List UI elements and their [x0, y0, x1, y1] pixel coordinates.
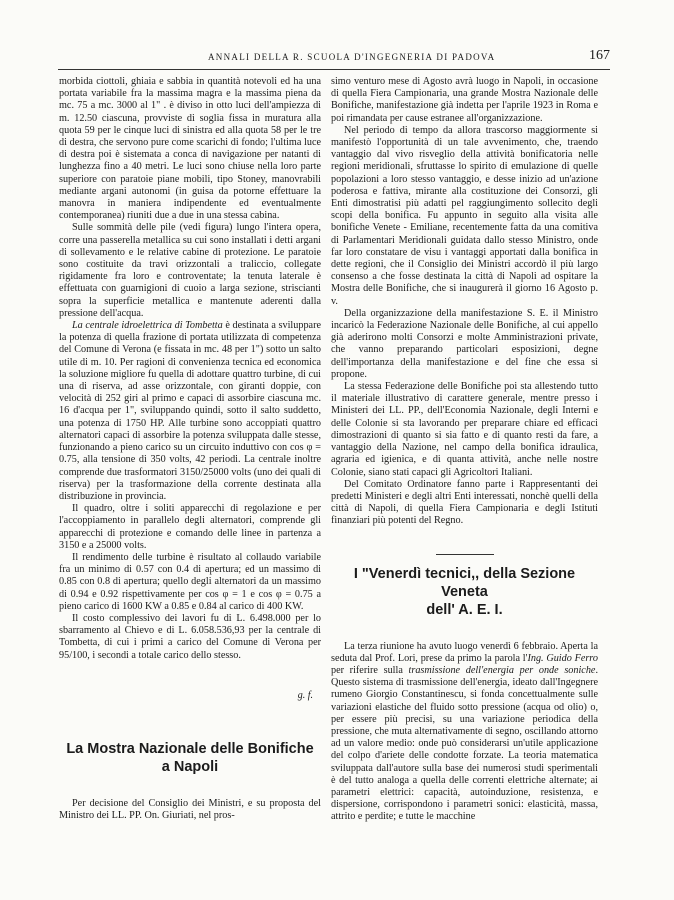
body-paragraph — [59, 320, 321, 503]
centrale-text: è destinata a sviluppare la potenza di quella frazione di portata utilizzata di competenza del Comune di Verona (e fissata in mc. 48 per 1") sotto un salto utile di m. 10. Per ragioni di convenienza tecnica ed economica la soluzione migliore fu quella di adottare quattro turbine, di cui una di riserva, ad asse orizzontale, con giranti doppie, con velocità di 252 giri al primo e capaci di assorbire ciascuna mc. 16 d'acqua per 1", sviluppando quindi, sotto il salto suddetto, una potenza di 1750 HP. Alle turbine sono accoppiati quattro alternatori capaci di assorbire la potenza sviluppata dalle stesse, funzionando a pieno carico su un circuito induttivo con cos φ = 0.75, alla tensione di 350 volts, 42 periodi. La centrale inoltre comprende due trasformatori 3150/25000 volts (uno dei quali di riserva) per la trasformazione della corrente destinata alla distribuzione in provincia. — [59, 320, 321, 502]
right-column — [331, 76, 598, 824]
text-run: La terza riunione ha avuto luogo venerdì 6 febbraio. Aperta la seduta dal Prof. Lori, prese da primo la parola l' — [331, 640, 598, 664]
author-signature: g. f. — [297, 689, 313, 701]
left-column — [59, 76, 321, 822]
running-header — [58, 48, 610, 68]
body-paragraph: morbida ciottoli, ghiaia e sabbia in quantità notevoli ed ha una portata variabile fra la massima magra e la massima piena da mc. 75 a mc. 3000 al 1" . è diviso in otto luci dell'ampiezza di m. 12.50 ciascuna, provviste di soglia fissa in muratura alla quota 59 per le cinque luci di sinistra ed alla quota 58 per le tre di destra, che servono pure come scarichi di fondo; l'ultima luce di destra poi è sistemata a conca di navigazione per natanti di lunghezza fino a 40 metri. Le luci sono chiuse nella loro parte superiore con paratoie piane mobili, tipo Stoney, manovrabili mediante argani autonomi (in guisa da potorne effettuare la manovra in maniera indipendente ed eventualmente contemporanea) riuniti due a due in una stessa cabina. — [59, 76, 321, 222]
body-paragraph: Per decisione del Consiglio dei Ministri, e su proposta del Ministro dei LL. PP. On. Giuriati, nel pros- — [59, 797, 321, 822]
section-title-line: La Mostra Nazionale delle Bonifiche — [66, 740, 314, 757]
section-divider — [436, 554, 494, 555]
page-number: 167 — [589, 48, 610, 63]
speaker-name: Ing. Guido Ferro — [527, 652, 598, 664]
section-title-line: I "Venerdì tecnici,, della Sezione Veneta — [353, 565, 576, 600]
body-paragraph: simo venturo mese di Agosto avrà luogo in Napoli, in occasione di quella Fiera Campionaria, una grande Mostra Nazionale delle Bonifiche, manifestazione già indetta per l'aprile 1923 in Roma e poi rimandata per cause estranee all'organizzazione. — [331, 76, 598, 124]
text-run: per riferire sulla — [331, 664, 409, 676]
body-paragraph: Il quadro, oltre i soliti apparecchi di regolazione e per l'accoppiamento in parallelo degli alternatori, comprende gli apparecchi di protezione e comando delle linee in partenza a 3150 e a 25000 volts. — [59, 503, 321, 551]
body-paragraph — [331, 641, 598, 824]
body-paragraph: Della organizzazione della manifestazione S. E. il Ministro incaricò la Federazione Nazionale delle Bonifiche, al cui appello già aderirono molti Consorzi e molte Amministrazioni private, che vanno preparando particolari esposizioni, degne dell'importanza della manifestazione e del fine che essa si propone. — [331, 307, 598, 380]
body-paragraph: Il rendimento delle turbine è risultato al collaudo variabile fra un minimo di 0.57 con 0.4 di apertura; ed un massimo di 0.85 con 0.8 di apertura; quello degli alternatori da un massimo di 0.94 e 0.92 rispettivamente per cos φ = 1 e cos φ = 0.75 a pieno carico di 1600 KW a 0.85 e 0.84 al carico di 400 KW. — [59, 551, 321, 612]
journal-title: ANNALI DELLA R. SCUOLA D'INGEGNERIA DI PADOVA — [208, 52, 496, 62]
body-paragraph: Il costo complessivo dei lavori fu di L. 6.498.000 per lo sbarramento al Chievo e di L. 6.058.536,93 per la centrale di Tombetta, di cui i primi a carico del Comune di Verona per 95/100, i secondi a totale carico dello stesso. — [59, 612, 321, 661]
centrale-intro: La centrale idroelettrica di Tombetta — [72, 320, 223, 332]
header-rule — [58, 69, 610, 70]
section-title-bonifiche — [59, 740, 321, 776]
section-title-venerdi — [331, 554, 598, 619]
body-paragraph: Del Comitato Ordinatore fanno parte i Rappresentanti dei predetti Ministeri e degli altri Enti interessati, nonchè quelli della città di Napoli, di quella Fiera Campionaria e degli Istituti finanziari più potenti del Regno. — [331, 478, 598, 527]
section-title-line: dell' A. E. I. — [426, 601, 503, 618]
body-paragraph: Sulle sommità delle pile (vedi figura) lungo l'intera opera, corre una passerella metallica su cui sono installati i detti argani di sollevamento e le relative cabine di protezione. Le paratoie sono costituite da travi orizzontali a traliccio, collegate rigidamente fra loro e controventate; la tenuta laterale è effettuata con guarnigioni di cuoio a larga sezione, striscianti sopra la superficie metallica e mantenute aderenti dalla pressione dell'acqua. — [59, 222, 321, 319]
lecture-topic: trasmissione dell'energia per onde soniche — [408, 664, 596, 676]
body-paragraph: La stessa Federazione delle Bonifiche poi sta allestendo tutto il materiale illustrativo di carattere generale, mentre presso i Ministeri dei LL. PP., dell'Economia Nazionale, degli Interni e delle Colonie si sta lavorando per preparare chiare ed efficaci dimostrazioni di quanto si sia fatto e di quanto resti da fare, a vantaggio della Nazione, nel campo della bonifica idraulica, agraria ed igienica, e di quanta attività, anche nelle nostre Colonie, siano stati capaci gli Agricoltori Italiani. — [331, 381, 598, 478]
text-run: . Questo sistema di trasmissione dell'energia, ideato dall'Ingegnere rumeno Giorgio Constantinescu, si fonda concettualmente sulle variazioni elastiche del fluido sotto pressione (acqua od olio) o, per essere più precisi, su una variazione periodica della pressione, che muta alternativamente di segno, oscillando attorno ad un valore medio: onde può considerarsi un'utile applicazione del colpo d'ariete delle condotte forzate. La teoria matematica sviluppata dall'autore sulla base dei numerosi studi sperimentali è del tutto analoga a quella delle correnti elettriche alternate; ai parametri elettrici: capacità, autoinduzione, resistenza, e dispersione, corrispondono i parametri sonici: elasticità, massa, attrito e perdite; e tutte le macchine — [331, 664, 598, 823]
section-title-line: a Napoli — [161, 758, 219, 775]
body-paragraph: Nel periodo di tempo da allora trascorso maggiormente si manifestò l'opportunità di un tale avvenimento, che, traendo vantaggio dal vivo risveglio della attività bonificatoria nelle regioni meridionali, sfruttasse lo spirito di emulazione di quelle popolazioni a loro stesso vantaggio, e desse inizio ad un'azione poderosa e fattiva, mirante alla costituzione dei Consorzi, gli Enti dimostratisi più adatti pel raggiungimento sollecito degli scopi della bonifica. Fu appunto in seguito alla visita alle bonifiche Venete - Emiliane, recentemente fatta da una comitiva di Parlamentari Meridionali guidata dallo stesso Ministro, onde far loro constatare de visu i vantaggi apportati dalla bonifica in dette regioni, che il Consiglio dei Ministri accordò il più largo consenso a che fosse destinata la città di Napoli ad ospitare la Mostra delle Bonifiche, che si inaugurerà il giorno 16 Agosto p. v. — [331, 124, 598, 307]
